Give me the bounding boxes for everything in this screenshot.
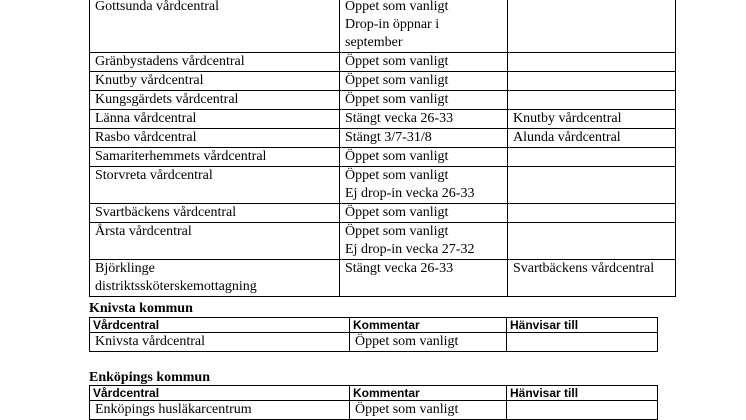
clinic-name-cell: Årsta vårdcentral <box>90 223 340 260</box>
refer-cell <box>508 72 676 91</box>
refer-cell: Knutby vårdcentral <box>508 110 676 129</box>
comment-cell: Öppet som vanligt <box>340 91 508 110</box>
refer-cell <box>508 53 676 72</box>
table-row <box>90 72 676 91</box>
column-header-comment: Kommentar <box>350 318 507 333</box>
table-row <box>90 110 676 129</box>
refer-cell <box>508 223 676 260</box>
column-header-refer: Hänvisar till <box>507 318 658 333</box>
comment-cell: Öppet som vanligt <box>340 148 508 167</box>
clinic-name-cell: Enköpings husläkarcentrum <box>90 401 350 420</box>
clinic-name-cell: Rasbo vårdcentral <box>90 129 340 148</box>
column-header-refer: Hänvisar till <box>507 386 658 401</box>
clinic-name-cell: Svartbäckens vårdcentral <box>90 204 340 223</box>
refer-cell: Svartbäckens vårdcentral <box>508 260 676 297</box>
knivsta-table <box>89 317 658 352</box>
table-row <box>90 333 658 352</box>
column-header-clinic: Vårdcentral <box>90 318 350 333</box>
comment-cell: Öppet som vanligt <box>340 53 508 72</box>
column-header-comment: Kommentar <box>350 386 507 401</box>
clinic-name-cell: Björklinge distriktssköterskemottagning <box>90 260 340 297</box>
refer-cell <box>508 148 676 167</box>
table-row <box>90 223 676 260</box>
comment-cell: Öppet som vanligt Drop-in öppnar i september <box>340 0 508 53</box>
clinic-name-cell: Samariterhemmets vårdcentral <box>90 148 340 167</box>
clinic-name-cell: Gottsunda vårdcentral <box>90 0 340 53</box>
table-row <box>90 129 676 148</box>
refer-cell <box>508 91 676 110</box>
clinic-name-cell: Knutby vårdcentral <box>90 72 340 91</box>
table-row <box>90 401 658 420</box>
comment-cell: Stängt vecka 26-33 <box>340 110 508 129</box>
clinic-name-cell: Knivsta vårdcentral <box>90 333 350 352</box>
table-header-row <box>90 386 658 401</box>
clinic-name-cell: Storvreta vårdcentral <box>90 167 340 204</box>
table-row <box>90 0 676 53</box>
table-row <box>90 204 676 223</box>
comment-cell: Öppet som vanligt Ej drop-in vecka 27-32 <box>340 223 508 260</box>
table-row <box>90 148 676 167</box>
comment-cell: Stängt 3/7-31/8 <box>340 129 508 148</box>
clinic-name-cell: Länna vårdcentral <box>90 110 340 129</box>
table-row <box>90 91 676 110</box>
comment-cell: Öppet som vanligt <box>350 333 507 352</box>
table-row <box>90 260 676 297</box>
refer-cell <box>507 333 658 352</box>
refer-cell <box>507 401 658 420</box>
table-row <box>90 53 676 72</box>
column-header-clinic: Vårdcentral <box>90 386 350 401</box>
comment-cell: Öppet som vanligt Ej drop-in vecka 26-33 <box>340 167 508 204</box>
comment-cell: Stängt vecka 26-33 <box>340 260 508 297</box>
knivsta-heading: Knivsta kommun <box>89 301 193 316</box>
comment-cell: Öppet som vanligt <box>350 401 507 420</box>
enkoping-heading: Enköpings kommun <box>89 370 211 385</box>
refer-cell: Alunda vårdcentral <box>508 129 676 148</box>
clinic-name-cell: Kungsgärdets vårdcentral <box>90 91 340 110</box>
comment-cell: Öppet som vanligt <box>340 72 508 91</box>
comment-cell: Öppet som vanligt <box>340 204 508 223</box>
refer-cell <box>508 167 676 204</box>
table-row <box>90 167 676 204</box>
table-header-row <box>90 318 658 333</box>
clinic-name-cell: Gränbystadens vårdcentral <box>90 53 340 72</box>
refer-cell <box>508 204 676 223</box>
enkoping-table <box>89 385 658 420</box>
uppsala-clinics-table <box>89 0 676 297</box>
refer-cell <box>508 0 676 53</box>
